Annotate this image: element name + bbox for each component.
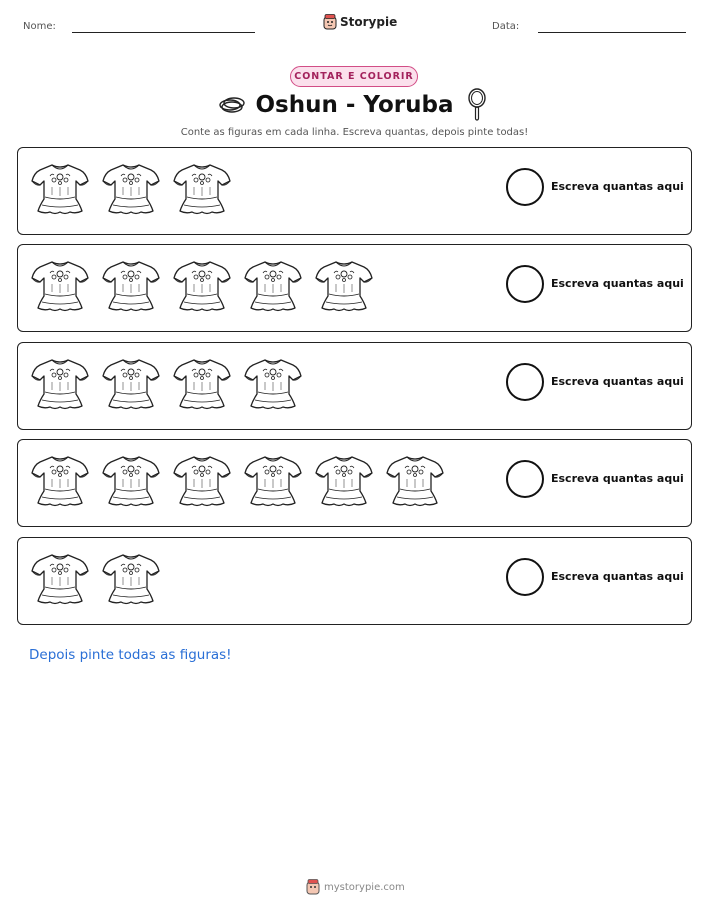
dress-icon[interactable] [172, 256, 232, 318]
dress-icon[interactable] [30, 451, 90, 513]
figure-group [30, 256, 374, 318]
dress-icon[interactable] [101, 451, 161, 513]
storypie-mascot-icon [306, 879, 320, 895]
count-row [17, 147, 692, 235]
answer-circle[interactable] [506, 558, 544, 596]
dress-icon[interactable] [314, 451, 374, 513]
figure-group [30, 159, 232, 221]
dress-icon[interactable] [30, 549, 90, 611]
answer-label: Escreva quantas aqui [551, 277, 684, 290]
answer-circle[interactable] [506, 265, 544, 303]
dress-icon[interactable] [30, 354, 90, 416]
name-line[interactable] [72, 32, 255, 33]
count-row [17, 537, 692, 625]
answer-label: Escreva quantas aqui [551, 472, 684, 485]
dress-icon[interactable] [101, 354, 161, 416]
dress-icon[interactable] [243, 256, 303, 318]
answer-label: Escreva quantas aqui [551, 375, 684, 388]
dress-icon[interactable] [314, 256, 374, 318]
answer-label: Escreva quantas aqui [551, 570, 684, 583]
dress-icon[interactable] [30, 256, 90, 318]
page-title: Oshun - Yoruba [255, 92, 454, 118]
figure-group [30, 451, 445, 513]
answer-label: Escreva quantas aqui [551, 180, 684, 193]
count-row [17, 342, 692, 430]
dress-icon[interactable] [385, 451, 445, 513]
storypie-mascot-icon [323, 14, 337, 30]
answer-circle[interactable] [506, 363, 544, 401]
figure-group [30, 354, 303, 416]
figure-group [30, 549, 161, 611]
footer-note: Depois pinte todas as figuras! [29, 647, 232, 663]
dress-icon[interactable] [101, 159, 161, 221]
instructions: Conte as figuras em cada linha. Escreva quantas, depois pinte todas! [180, 127, 529, 138]
dress-icon[interactable] [101, 256, 161, 318]
activity-badge: CONTAR E COLORIR [290, 66, 418, 87]
date-label: Data: [492, 21, 520, 32]
footer-brand [306, 879, 405, 895]
name-label: Nome: [23, 21, 56, 32]
dress-icon[interactable] [243, 354, 303, 416]
count-row [17, 244, 692, 332]
hand-mirror-icon [465, 88, 489, 126]
brand-name: Storypie [340, 15, 398, 29]
answer-circle[interactable] [506, 168, 544, 206]
dress-icon[interactable] [101, 549, 161, 611]
dress-icon[interactable] [243, 451, 303, 513]
dress-icon[interactable] [172, 451, 232, 513]
dress-icon[interactable] [172, 354, 232, 416]
answer-circle[interactable] [506, 460, 544, 498]
date-line[interactable] [538, 32, 686, 33]
brand-logo [323, 14, 397, 30]
dress-icon[interactable] [172, 159, 232, 221]
footer-site: mystorypie.com [324, 881, 405, 893]
dress-icon[interactable] [30, 159, 90, 221]
count-row [17, 439, 692, 527]
